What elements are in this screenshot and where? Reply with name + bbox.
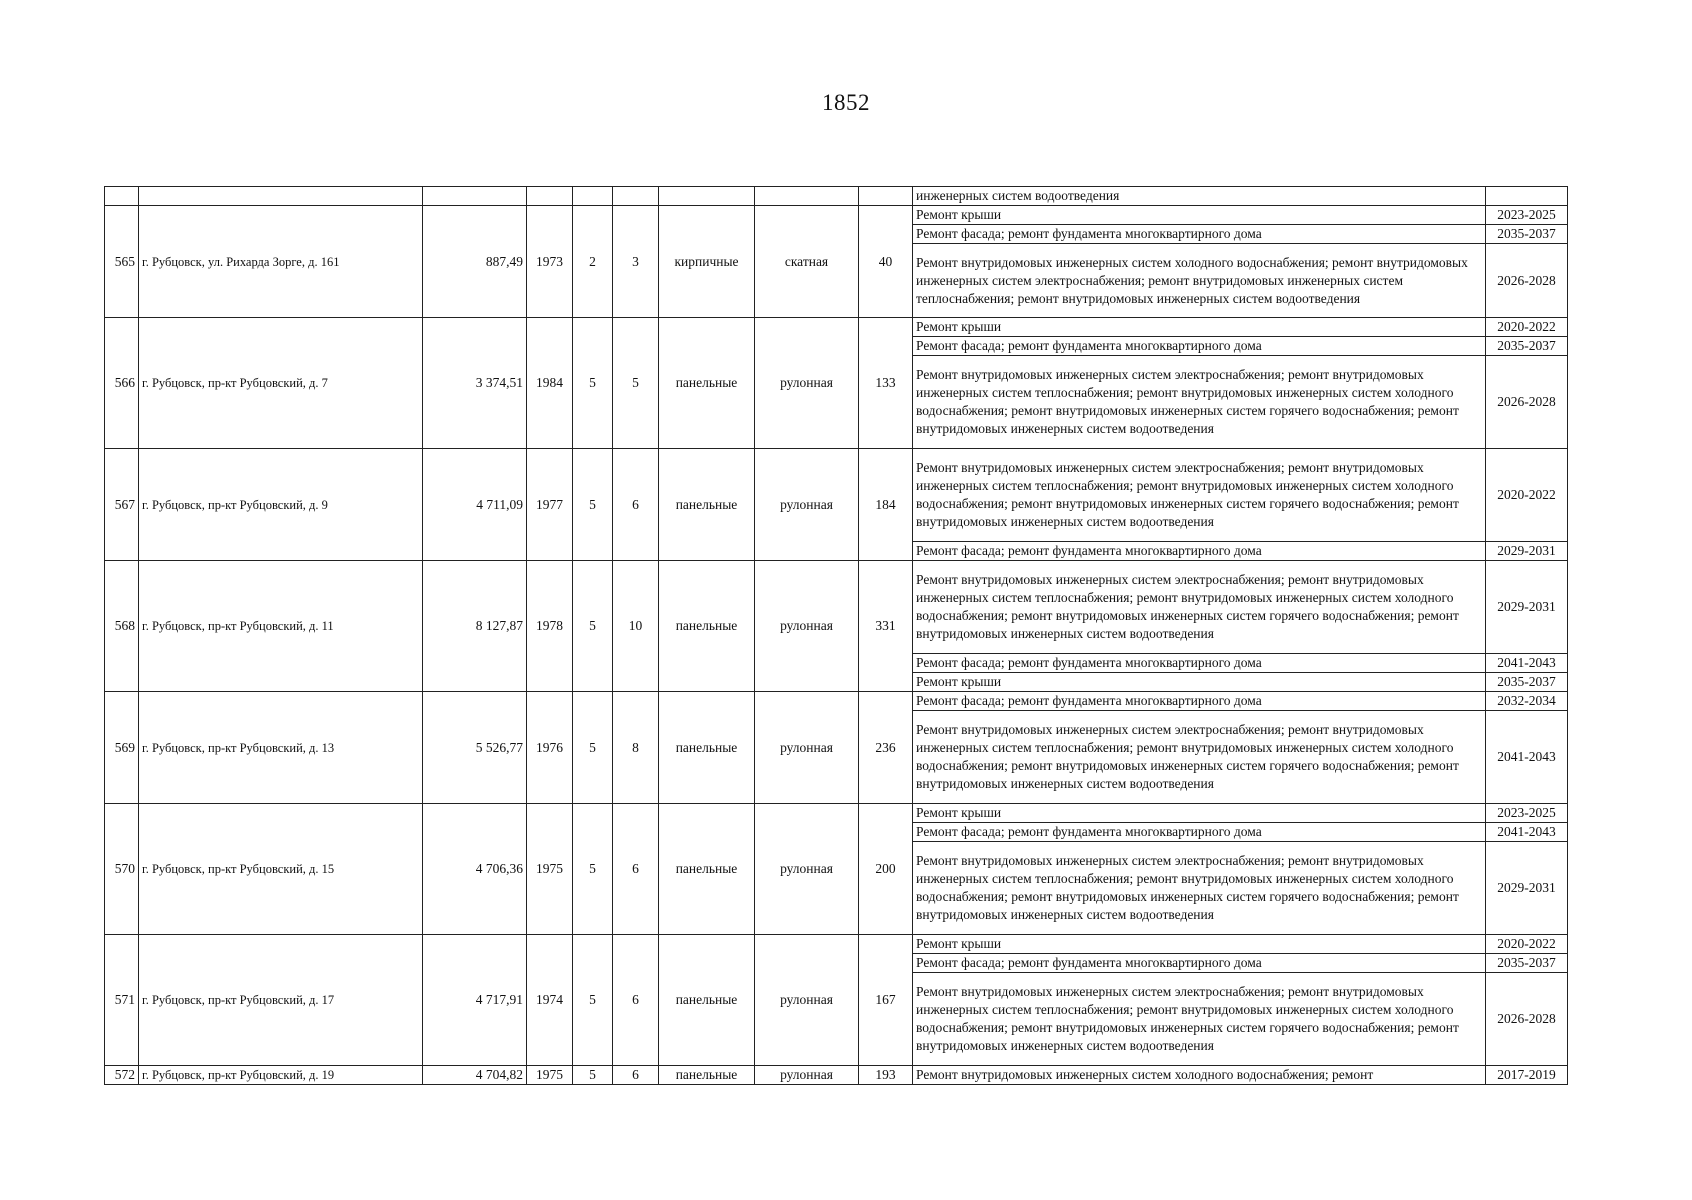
resident-count: 193 <box>859 1066 913 1085</box>
work-description: Ремонт крыши <box>913 318 1486 337</box>
roof-type: рулонная <box>755 561 859 692</box>
floor-count: 2 <box>573 206 613 318</box>
entrance-count: 6 <box>613 449 659 561</box>
work-description: Ремонт внутридомовых инженерных систем холодного водоснабжения; ремонт <box>913 1066 1486 1085</box>
building-row <box>105 449 1568 542</box>
roof-type: рулонная <box>755 1066 859 1085</box>
work-description: Ремонт внутридомовых инженерных систем электроснабжения; ремонт внутридомовых инженерных систем теплоснабжения; ремонт внутридомовых инженерных систем холодного водоснабжения; ремонт внутридомовых инженерных систем горячего водоснабжения; ремонт внутридомовых инженерных систем водоотведения <box>913 973 1486 1066</box>
work-description: Ремонт фасада; ремонт фундамента многоквартирного дома <box>913 692 1486 711</box>
building-row <box>105 318 1568 337</box>
building-row <box>105 206 1568 225</box>
work-period: 2035-2037 <box>1486 337 1568 356</box>
work-period: 2023-2025 <box>1486 804 1568 823</box>
building-area: 4 711,09 <box>423 449 527 561</box>
building-number: 571 <box>105 935 139 1066</box>
roof-type: рулонная <box>755 935 859 1066</box>
work-description: Ремонт крыши <box>913 935 1486 954</box>
work-period: 2023-2025 <box>1486 206 1568 225</box>
work-period: 2041-2043 <box>1486 711 1568 804</box>
work-description: Ремонт фасада; ремонт фундамента многоквартирного дома <box>913 823 1486 842</box>
work-description: Ремонт внутридомовых инженерных систем электроснабжения; ремонт внутридомовых инженерных систем теплоснабжения; ремонт внутридомовых инженерных систем холодного водоснабжения; ремонт внутридомовых инженерных систем горячего водоснабжения; ремонт внутридомовых инженерных систем водоотведения <box>913 449 1486 542</box>
cell-empty <box>659 187 755 206</box>
work-period: 2032-2034 <box>1486 692 1568 711</box>
wall-material: панельные <box>659 561 755 692</box>
work-period: 2029-2031 <box>1486 842 1568 935</box>
work-description: Ремонт внутридомовых инженерных систем электроснабжения; ремонт внутридомовых инженерных систем теплоснабжения; ремонт внутридомовых инженерных систем холодного водоснабжения; ремонт внутридомовых инженерных систем горячего водоснабжения; ремонт внутридомовых инженерных систем водоотведения <box>913 561 1486 654</box>
wall-material: кирпичные <box>659 206 755 318</box>
cell-empty <box>139 187 423 206</box>
continuation-row <box>105 187 1568 206</box>
cell-empty <box>573 187 613 206</box>
work-period: 2035-2037 <box>1486 954 1568 973</box>
wall-material: панельные <box>659 449 755 561</box>
building-row <box>105 561 1568 654</box>
work-period: 2017-2019 <box>1486 1066 1568 1085</box>
resident-count: 133 <box>859 318 913 449</box>
entrance-count: 6 <box>613 935 659 1066</box>
resident-count: 184 <box>859 449 913 561</box>
building-area: 4 717,91 <box>423 935 527 1066</box>
building-address: г. Рубцовск, ул. Рихарда Зорге, д. 161 <box>139 206 423 318</box>
floor-count: 5 <box>573 561 613 692</box>
building-address: г. Рубцовск, пр-кт Рубцовский, д. 19 <box>139 1066 423 1085</box>
roof-type: рулонная <box>755 449 859 561</box>
work-period: 2041-2043 <box>1486 823 1568 842</box>
work-description: Ремонт фасада; ремонт фундамента многоквартирного дома <box>913 954 1486 973</box>
cell-empty <box>423 187 527 206</box>
roof-type: рулонная <box>755 692 859 804</box>
floor-count: 5 <box>573 318 613 449</box>
work-description: Ремонт крыши <box>913 804 1486 823</box>
work-period: 2026-2028 <box>1486 244 1568 318</box>
work-description: Ремонт внутридомовых инженерных систем электроснабжения; ремонт внутридомовых инженерных систем теплоснабжения; ремонт внутридомовых инженерных систем холодного водоснабжения; ремонт внутридомовых инженерных систем горячего водоснабжения; ремонт внутридомовых инженерных систем водоотведения <box>913 356 1486 449</box>
building-address: г. Рубцовск, пр-кт Рубцовский, д. 7 <box>139 318 423 449</box>
work-description: Ремонт фасада; ремонт фундамента многоквартирного дома <box>913 337 1486 356</box>
building-area: 4 704,82 <box>423 1066 527 1085</box>
building-number: 572 <box>105 1066 139 1085</box>
cell-empty <box>527 187 573 206</box>
building-number: 568 <box>105 561 139 692</box>
wall-material: панельные <box>659 692 755 804</box>
floor-count: 5 <box>573 935 613 1066</box>
work-period: 2041-2043 <box>1486 654 1568 673</box>
build-year: 1973 <box>527 206 573 318</box>
work-period: 2020-2022 <box>1486 449 1568 542</box>
entrance-count: 6 <box>613 804 659 935</box>
building-number: 565 <box>105 206 139 318</box>
building-address: г. Рубцовск, пр-кт Рубцовский, д. 17 <box>139 935 423 1066</box>
work-description: Ремонт крыши <box>913 206 1486 225</box>
wall-material: панельные <box>659 1066 755 1085</box>
cell-empty <box>105 187 139 206</box>
wall-material: панельные <box>659 804 755 935</box>
building-number: 569 <box>105 692 139 804</box>
building-address: г. Рубцовск, пр-кт Рубцовский, д. 13 <box>139 692 423 804</box>
cell-empty <box>613 187 659 206</box>
roof-type: скатная <box>755 206 859 318</box>
building-area: 4 706,36 <box>423 804 527 935</box>
resident-count: 331 <box>859 561 913 692</box>
entrance-count: 8 <box>613 692 659 804</box>
wall-material: панельные <box>659 935 755 1066</box>
work-description: Ремонт внутридомовых инженерных систем электроснабжения; ремонт внутридомовых инженерных систем теплоснабжения; ремонт внутридомовых инженерных систем холодного водоснабжения; ремонт внутридомовых инженерных систем горячего водоснабжения; ремонт внутридомовых инженерных систем водоотведения <box>913 842 1486 935</box>
build-year: 1975 <box>527 1066 573 1085</box>
floor-count: 5 <box>573 449 613 561</box>
cell-empty <box>755 187 859 206</box>
resident-count: 167 <box>859 935 913 1066</box>
cell-empty <box>859 187 913 206</box>
building-area: 8 127,87 <box>423 561 527 692</box>
work-period: 2026-2028 <box>1486 973 1568 1066</box>
entrance-count: 6 <box>613 1066 659 1085</box>
table-body <box>105 187 1568 1085</box>
work-period: 2029-2031 <box>1486 542 1568 561</box>
work-description: Ремонт внутридомовых инженерных систем электроснабжения; ремонт внутридомовых инженерных систем теплоснабжения; ремонт внутридомовых инженерных систем холодного водоснабжения; ремонт внутридомовых инженерных систем горячего водоснабжения; ремонт внутридомовых инженерных систем водоотведения <box>913 711 1486 804</box>
entrance-count: 3 <box>613 206 659 318</box>
work-description: Ремонт внутридомовых инженерных систем холодного водоснабжения; ремонт внутридомовых инженерных систем электроснабжения; ремонт внутридомовых инженерных систем теплоснабжения; ремонт внутридомовых инженерных систем водоотведения <box>913 244 1486 318</box>
work-period: 2026-2028 <box>1486 356 1568 449</box>
work-description: Ремонт фасада; ремонт фундамента многоквартирного дома <box>913 225 1486 244</box>
work-description: Ремонт фасада; ремонт фундамента многоквартирного дома <box>913 654 1486 673</box>
building-number: 567 <box>105 449 139 561</box>
building-address: г. Рубцовск, пр-кт Рубцовский, д. 15 <box>139 804 423 935</box>
build-year: 1978 <box>527 561 573 692</box>
resident-count: 236 <box>859 692 913 804</box>
work-description: инженерных систем водоотведения <box>913 187 1486 206</box>
building-row <box>105 935 1568 954</box>
building-number: 570 <box>105 804 139 935</box>
build-year: 1977 <box>527 449 573 561</box>
work-description: Ремонт крыши <box>913 673 1486 692</box>
resident-count: 40 <box>859 206 913 318</box>
work-period: 2020-2022 <box>1486 935 1568 954</box>
work-period: 2029-2031 <box>1486 561 1568 654</box>
roof-type: рулонная <box>755 318 859 449</box>
build-year: 1975 <box>527 804 573 935</box>
building-row <box>105 804 1568 823</box>
page-number: 1852 <box>822 90 870 115</box>
work-period: 2035-2037 <box>1486 225 1568 244</box>
repair-schedule-table <box>104 186 1568 1085</box>
wall-material: панельные <box>659 318 755 449</box>
work-period <box>1486 187 1568 206</box>
floor-count: 5 <box>573 1066 613 1085</box>
work-period: 2020-2022 <box>1486 318 1568 337</box>
building-area: 5 526,77 <box>423 692 527 804</box>
floor-count: 5 <box>573 692 613 804</box>
building-number: 566 <box>105 318 139 449</box>
floor-count: 5 <box>573 804 613 935</box>
build-year: 1974 <box>527 935 573 1066</box>
roof-type: рулонная <box>755 804 859 935</box>
building-area: 887,49 <box>423 206 527 318</box>
entrance-count: 5 <box>613 318 659 449</box>
building-address: г. Рубцовск, пр-кт Рубцовский, д. 9 <box>139 449 423 561</box>
work-period: 2035-2037 <box>1486 673 1568 692</box>
building-address: г. Рубцовск, пр-кт Рубцовский, д. 11 <box>139 561 423 692</box>
building-area: 3 374,51 <box>423 318 527 449</box>
build-year: 1976 <box>527 692 573 804</box>
entrance-count: 10 <box>613 561 659 692</box>
resident-count: 200 <box>859 804 913 935</box>
work-description: Ремонт фасада; ремонт фундамента многоквартирного дома <box>913 542 1486 561</box>
build-year: 1984 <box>527 318 573 449</box>
building-row <box>105 692 1568 711</box>
building-row <box>105 1066 1568 1085</box>
